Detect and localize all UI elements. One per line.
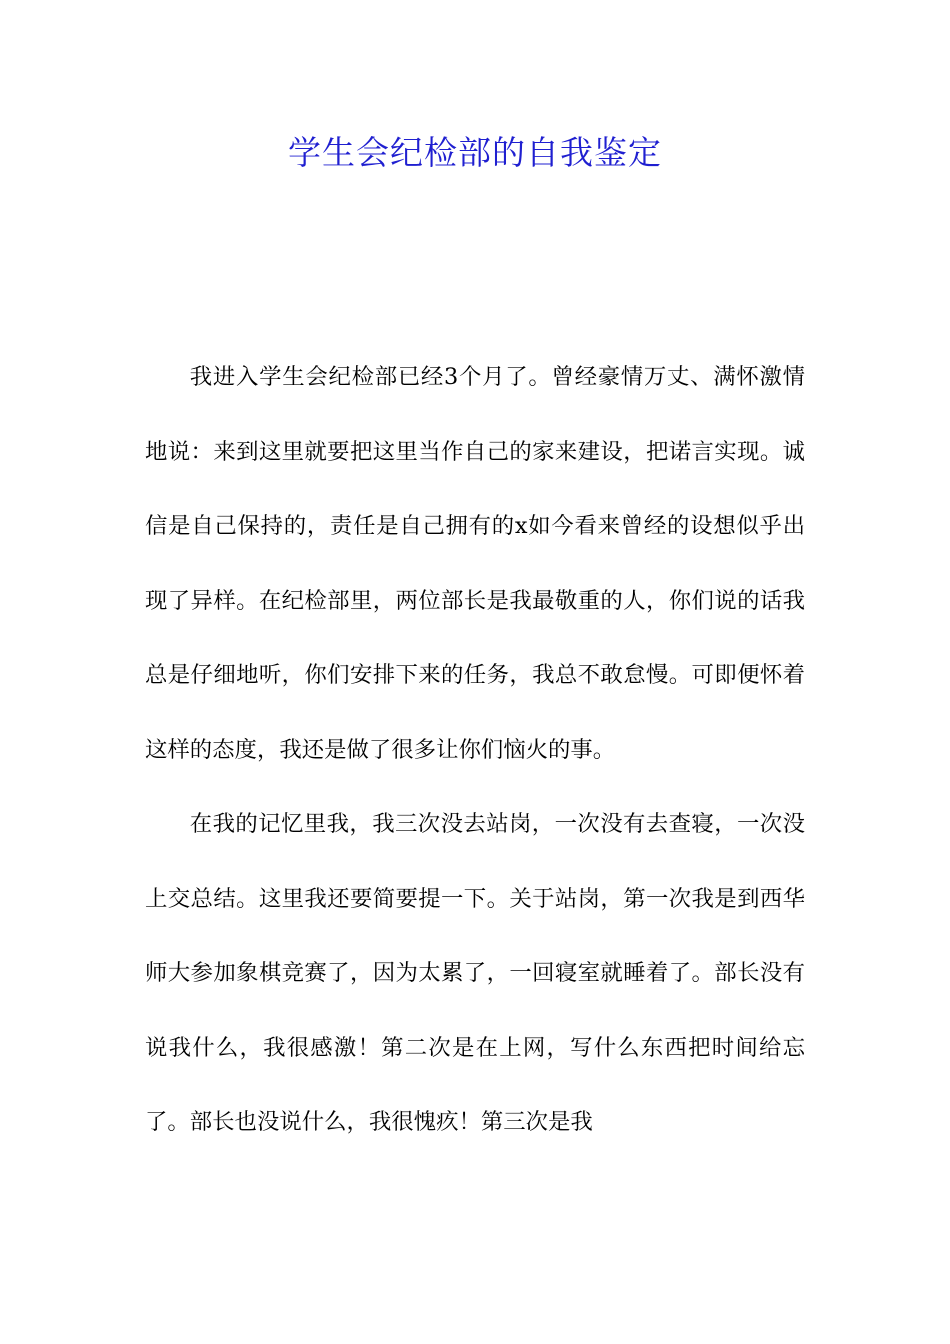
document-body bbox=[145, 340, 805, 1160]
document-title: 学生会纪检部的自我鉴定 bbox=[288, 133, 662, 172]
paragraph-1: 我进入学生会纪检部已经3个月了。曾经豪情万丈、满怀激情地说：来到这里就要把这里当作自己的家来建设，把诺言实现。诚信是自己保持的，责任是自己拥有的x如今看来曾经的设想似乎出现了异样。在纪检部里，两位部长是我最敬重的人，你们说的话我总是仔细地听，你们安排下来的任务，我总不敢怠慢。可即便怀着这样的态度，我还是做了很多让你们恼火的事。 bbox=[145, 364, 805, 763]
paragraph-2: 在我的记忆里我，我三次没去站岗，一次没有去查寝，一次没上交总结。这里我还要简要提一下。关于站岗，第一次我是到西华师大参加象棋竞赛了，因为太累了，一回寝室就睡着了。部长没有说我什么，我很感激！第二次是在上网，写什么东西把时间给忘了。部长也没说什么，我很愧疚！第三次是我 bbox=[145, 811, 805, 1135]
